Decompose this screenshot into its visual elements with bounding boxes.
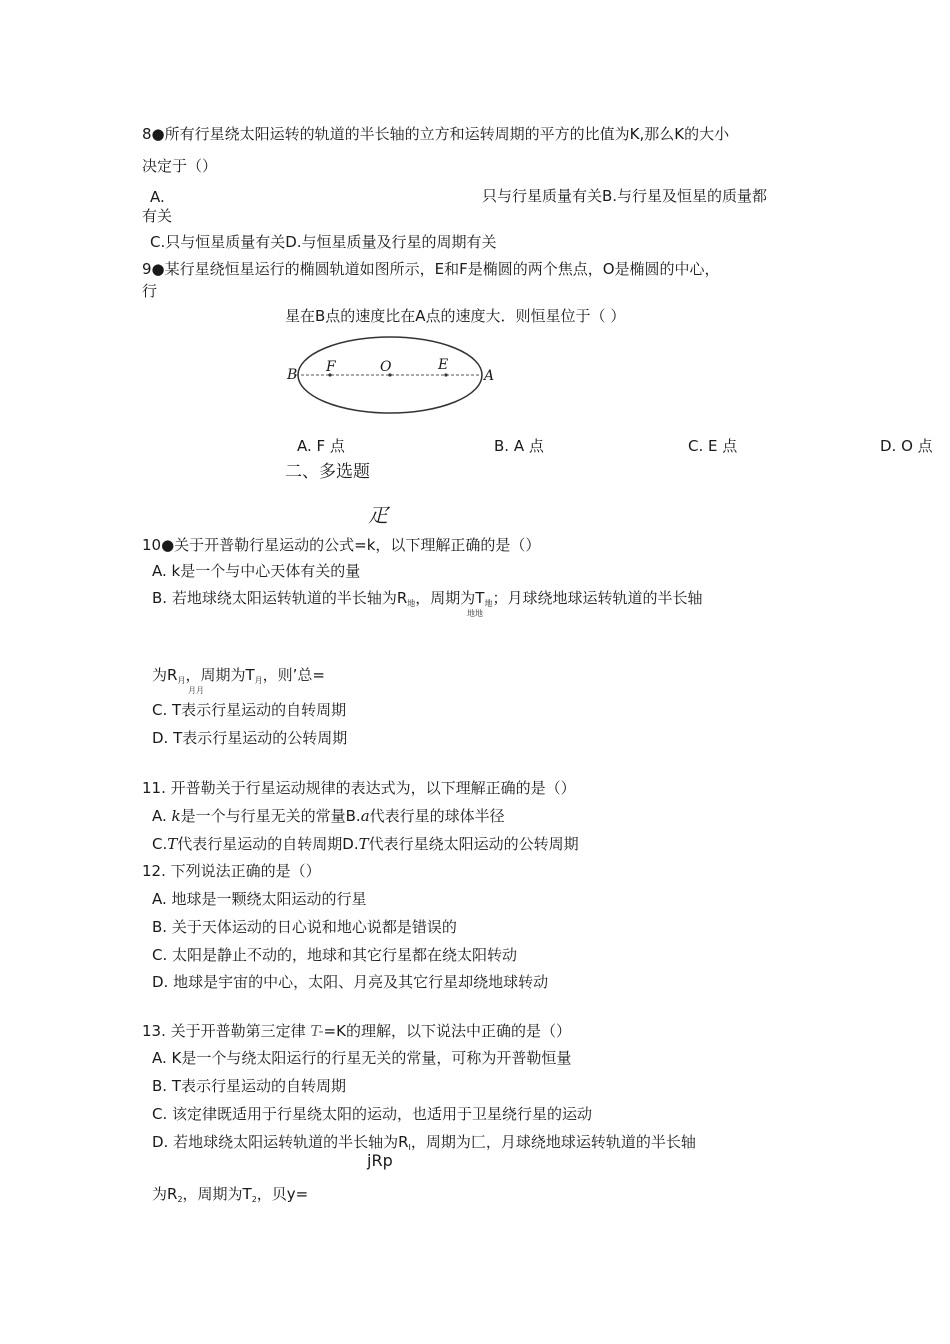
q10-b-tiny-subscript: 地地 (467, 609, 483, 618)
label-f: F (326, 359, 336, 375)
q12-option-c: C. 太阳是静止不动的，地球和其它行星都在绕太阳转动 (152, 946, 518, 964)
q12-option-a: A. 地球是一颗绕太阳运动的行星 (152, 890, 367, 908)
q12-stem: 12. 下列说法正确的是（） (142, 862, 321, 880)
label-a: A (484, 368, 495, 384)
q13-stem: 13. 关于开普勒第三定律 T-=K的理解，以下说法中正确的是（） (142, 1022, 571, 1040)
q11-options-ab: A. k是一个与行星无关的常量B.a代表行星的球体半径 (152, 807, 505, 825)
q8-line1: 8●所有行星绕太阳运转的轨道的半长轴的立方和运转周期的平方的比值为K,那么K的大小 (142, 125, 730, 143)
label-e: E (438, 357, 449, 373)
q9-line2: 行 (142, 282, 158, 300)
q9-line1: 9●某行星绕恒星运行的椭圆轨道如图所示，E和F是椭圆的两个焦点，O是椭圆的中心， (142, 260, 720, 278)
q13-option-d: D. 若地球绕太阳运转轨道的半长轴为$R_I$，周期为匚，月球绕地球运转轨道的半长轴 (152, 1133, 696, 1152)
orbit-ellipse-figure (284, 330, 494, 420)
q12-option-d: D. 地球是宇宙的中心，太阳、月亮及其它行星却绕地球转动 (152, 973, 549, 991)
q10-b2-tiny-subscript: 月月 (188, 686, 204, 695)
q13-option-b: B. T表示行星运动的自转周期 (152, 1077, 346, 1095)
q9-line3: 星在B点的速度比在A点的速度大．则恒星位于（ ） (285, 307, 626, 325)
q13-option-a: A. K是一个与绕太阳运行的行星无关的常量，可称为开普勒恒量 (152, 1049, 572, 1067)
q11-stem: 11. 开普勒关于行星运动规律的表达式为，以下理解正确的是（） (142, 779, 576, 797)
label-b: B (287, 367, 298, 383)
q13-option-d-line2: 为$R_2$，周期为$T_2$，贝y= (152, 1185, 309, 1204)
q10-option-c: C. T表示行星运动的自转周期 (152, 701, 347, 719)
q8-option-a-label: A. (150, 188, 165, 206)
q9-option-b: B. A 点 (494, 437, 544, 455)
label-o: O (380, 359, 392, 375)
q10-option-a: A. k是一个与中心天体有关的量 (152, 562, 361, 580)
q8-option-a-cont: 有关 (142, 207, 173, 225)
q12-option-b: B. 关于天体运动的日心说和地心说都是错误的 (152, 918, 457, 936)
q13-option-c: C. 该定律既适用于行星绕太阳的运动，也适用于卫星绕行星的运动 (152, 1105, 593, 1123)
q11-options-cd: C.T代表行星运动的自转周期D.T代表行星绕太阳运动的公转周期 (152, 835, 579, 853)
q9-option-a: A. F 点 (297, 437, 345, 455)
section-heading-multi-choice: 二、多选题 (285, 462, 370, 482)
stray-glyph: 疋 (368, 503, 388, 527)
q8-options-cd: C.只与恒星质量有关D.与恒星质量及行星的周期有关 (150, 233, 497, 251)
q9-option-d: D. O 点 (880, 437, 933, 455)
q10-stem: 10●关于开普勒行星运动的公式=k，以下理解正确的是（） (142, 536, 541, 554)
focus-e-dot (444, 373, 447, 376)
q10-option-b-line2: 为$R_月$，周期为$T_月$，则’总= (152, 666, 325, 685)
q8-line2: 决定于（） (142, 157, 218, 175)
q10-option-d: D. T表示行星运动的公转周期 (152, 729, 348, 747)
q9-option-c: C. E 点 (688, 437, 738, 455)
q10-option-b: B. 若地球绕太阳运转轨道的半长轴为$R_地$，周期为$T_地$；月球绕地球运转轨道的半长轴 (152, 589, 703, 608)
q13-stray-text: jRp (367, 1151, 393, 1170)
q8-option-a-text: 只与行星质量有关B.与行星及恒星的质量都 (482, 187, 768, 205)
